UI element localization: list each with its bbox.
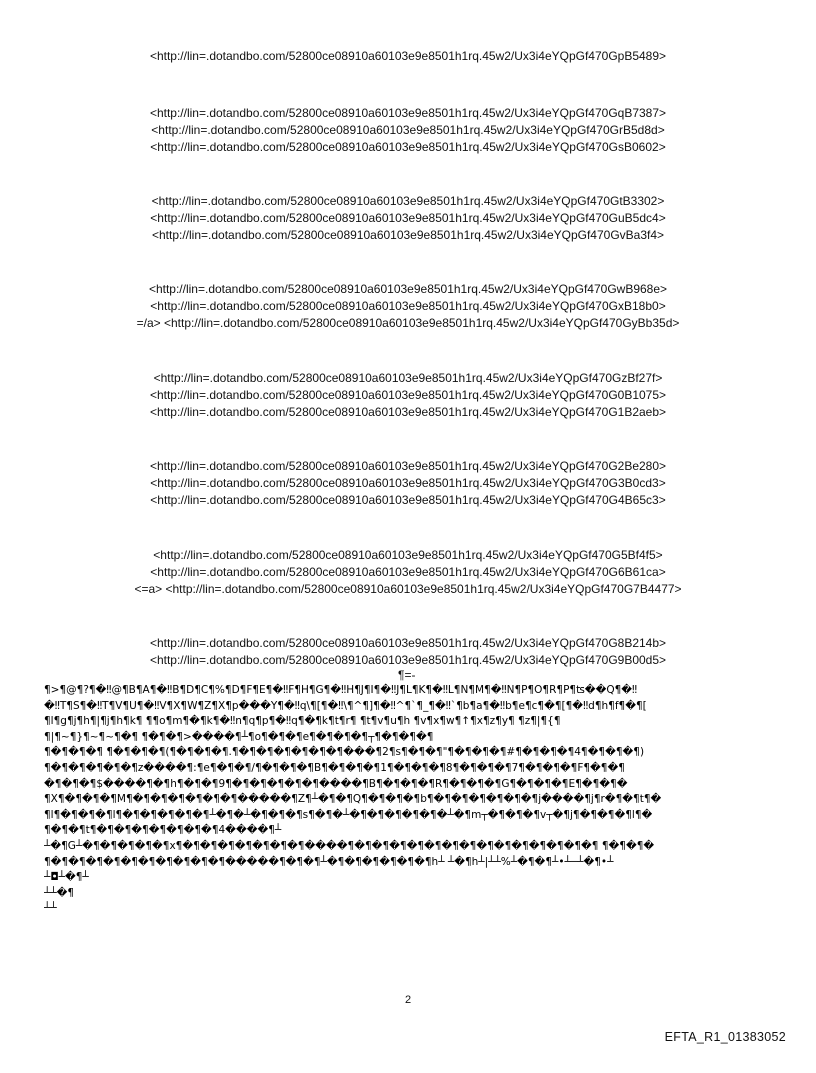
garbled-line: ¶l¶�¶�¶�¶l¶�¶�¶�¶�¶�¶┴�¶�┴�¶�¶�¶s¶�¶�┴�¶�¶�¶�¶�¶�┴�¶m┬�¶�¶�¶v┬�¶j¶�¶�¶�¶l¶� [44, 808, 653, 821]
link-line: <http://lin=.dotandbo.com/52800ce08910a60103e9e8501h1rq.45w2/Ux3i4eYQpGf470GpB5489> [149, 49, 667, 63]
link-line: <http://lin=.dotandbo.com/52800ce08910a60103e9e8501h1rq.45w2/Ux3i4eYQpGf470GzBf27f> [153, 371, 663, 385]
link-line: <http://lin=.dotandbo.com/52800ce08910a60103e9e8501h1rq.45w2/Ux3i4eYQpGf470GwB968e> [148, 282, 668, 296]
link-line: <=a> <http://lin=.dotandbo.com/52800ce08910a60103e9e8501h1rq.45w2/Ux3i4eYQpGf470G7B4477> [134, 582, 682, 596]
link-line: =/a> <http://lin=.dotandbo.com/52800ce08910a60103e9e8501h1rq.45w2/Ux3i4eYQpGf470GyBb35d> [136, 316, 680, 330]
link-group-8 [0, 635, 816, 669]
garbled-line: ┴┴�¶ [44, 886, 75, 899]
link-line: <http://lin=.dotandbo.com/52800ce08910a60103e9e8501h1rq.45w2/Ux3i4eYQpGf470G4B65c3> [150, 493, 666, 507]
link-line: <http://lin=.dotandbo.com/52800ce08910a60103e9e8501h1rq.45w2/Ux3i4eYQpGf470G8B214b> [149, 636, 667, 650]
link-line: <http://lin=.dotandbo.com/52800ce08910a60103e9e8501h1rq.45w2/Ux3i4eYQpGf470G3B0cd3> [150, 476, 666, 490]
page-number: 2 [404, 994, 412, 1006]
link-line: <http://lin=.dotandbo.com/52800ce08910a60103e9e8501h1rq.45w2/Ux3i4eYQpGf470GxB18b0> [150, 299, 666, 313]
garbled-line: ┴�¶G┴�¶�¶�¶�¶�¶x¶�¶�¶�¶�¶�¶�¶�¶����¶�¶�¶�¶�¶�¶�¶�¶�¶�¶�¶�¶�¶�¶�¶ ¶�¶�¶� [44, 839, 655, 852]
link-group-1 [0, 48, 816, 65]
garbled-line: ¶�¶�¶t¶�¶�¶�¶�¶�¶�¶�¶4����¶┴ [44, 824, 282, 837]
garbled-line: ¶l¶g¶j¶h¶|¶j¶h¶k¶ ¶¶o¶m¶�¶k¶�‼n¶q¶p¶�‼q¶�¶k¶t¶r¶ ¶t¶v¶u¶h ¶v¶x¶w¶↑¶x¶z¶y¶ ¶z¶|¶{¶ [44, 715, 561, 728]
link-group-6 [0, 458, 816, 509]
garbled-line: ¶|¶~¶}¶~¶~¶�¶ ¶�¶�¶>����¶┴¶o¶�¶�¶e¶�¶�¶�¶┬¶�¶�¶�¶ [44, 730, 434, 743]
garbled-line: ┴◘┴�¶┴ [44, 871, 89, 884]
link-line: <http://lin=.dotandbo.com/52800ce08910a60103e9e8501h1rq.45w2/Ux3i4eYQpGf470G1B2aeb> [149, 405, 667, 419]
link-line: <http://lin=.dotandbo.com/52800ce08910a60103e9e8501h1rq.45w2/Ux3i4eYQpGf470GuB5dc4> [150, 211, 666, 225]
link-group-7 [0, 547, 816, 598]
garbled-line: ┴┴ [44, 902, 57, 915]
link-line: <http://lin=.dotandbo.com/52800ce08910a60103e9e8501h1rq.45w2/Ux3i4eYQpGf470G9B00d5> [149, 653, 667, 667]
link-line: <http://lin=.dotandbo.com/52800ce08910a60103e9e8501h1rq.45w2/Ux3i4eYQpGf470G2Be280> [149, 459, 667, 473]
link-line: <http://lin=.dotandbo.com/52800ce08910a60103e9e8501h1rq.45w2/Ux3i4eYQpGf470GrB5d8d> [151, 123, 665, 137]
garbled-text-block [44, 683, 784, 917]
link-line: <http://lin=.dotandbo.com/52800ce08910a60103e9e8501h1rq.45w2/Ux3i4eYQpGf470G6B61ca> [150, 565, 666, 579]
link-line: <http://lin=.dotandbo.com/52800ce08910a60103e9e8501h1rq.45w2/Ux3i4eYQpGf470GvBa3f4> [151, 228, 665, 242]
garbled-line: ¶X¶�¶�¶�¶M¶�¶�¶�¶�¶�¶�¶�����¶Z¶┴�¶�¶Q¶�¶�¶�¶b¶�¶�¶�¶�¶�¶�¶j����¶j¶r�¶�¶t¶� [44, 793, 662, 806]
garbled-line: ¶�¶�¶�¶�¶�¶�¶�¶�¶�¶�¶�����¶�¶�¶┴�¶�¶�¶�¶�¶�¶h┴ ┴�¶h┴|┴┴%┴�¶�¶┴•┴─┴�¶•┴ [44, 855, 614, 868]
pilcrow-line: ¶=- [398, 668, 416, 682]
link-group-4 [0, 281, 816, 332]
link-group-2 [0, 105, 816, 156]
garbled-line: ¶�¶�¶�¶ ¶�¶�¶�¶(¶�¶�¶�¶.¶�¶�¶�¶�¶�¶�¶���¶2¶s¶�¶�¶"¶�¶�¶�¶#¶�¶�¶�¶4¶�¶�¶�¶) [44, 746, 645, 759]
link-line: <http://lin=.dotandbo.com/52800ce08910a60103e9e8501h1rq.45w2/Ux3i4eYQpGf470G5Bf4f5> [153, 548, 663, 562]
link-line: <http://lin=.dotandbo.com/52800ce08910a60103e9e8501h1rq.45w2/Ux3i4eYQpGf470GtB3302> [151, 194, 665, 208]
link-group-5 [0, 370, 816, 421]
garbled-line: ¶�¶�¶�¶�¶�¶z����¶:¶e¶�¶�¶/¶�¶�¶�¶B¶�¶�¶�¶1¶�¶�¶�¶8¶�¶�¶�¶7¶�¶�¶�¶F¶�¶�¶ [44, 761, 625, 774]
link-line: <http://lin=.dotandbo.com/52800ce08910a60103e9e8501h1rq.45w2/Ux3i4eYQpGf470GqB7387> [149, 106, 667, 120]
link-group-3 [0, 193, 816, 244]
link-line: <http://lin=.dotandbo.com/52800ce08910a60103e9e8501h1rq.45w2/Ux3i4eYQpGf470G0B1075> [149, 388, 667, 402]
garbled-line: �¶�¶�¶$����¶�¶h¶�¶�¶9¶�¶�¶�¶�¶�¶����¶B¶�¶�¶�¶R¶�¶�¶�¶G¶�¶�¶�¶E¶�¶�¶� [44, 777, 628, 790]
link-line: <http://lin=.dotandbo.com/52800ce08910a60103e9e8501h1rq.45w2/Ux3i4eYQpGf470GsB0602> [150, 140, 666, 154]
document-id-footer: EFTA_R1_01383052 [664, 1030, 786, 1044]
garbled-line: ¶>¶@¶?¶�‼@¶B¶A¶�‼B¶D¶C¶%¶D¶F¶E¶�‼F¶H¶G¶�‼H¶J¶I¶�‼J¶L¶K¶�‼L¶N¶M¶�‼N¶P¶O¶R¶P¶ʦ��Q¶�‼ [44, 684, 638, 696]
garbled-line: �‼T¶S¶�‼T¶V¶U¶�‼V¶X¶W¶Z¶X¶p���Y¶�‼q\¶[¶�‼\¶^¶]¶�‼^¶`¶_¶�‼`¶b¶a¶�‼b¶e¶c¶�¶[¶�‼d¶h¶f¶�¶[ [44, 699, 647, 712]
